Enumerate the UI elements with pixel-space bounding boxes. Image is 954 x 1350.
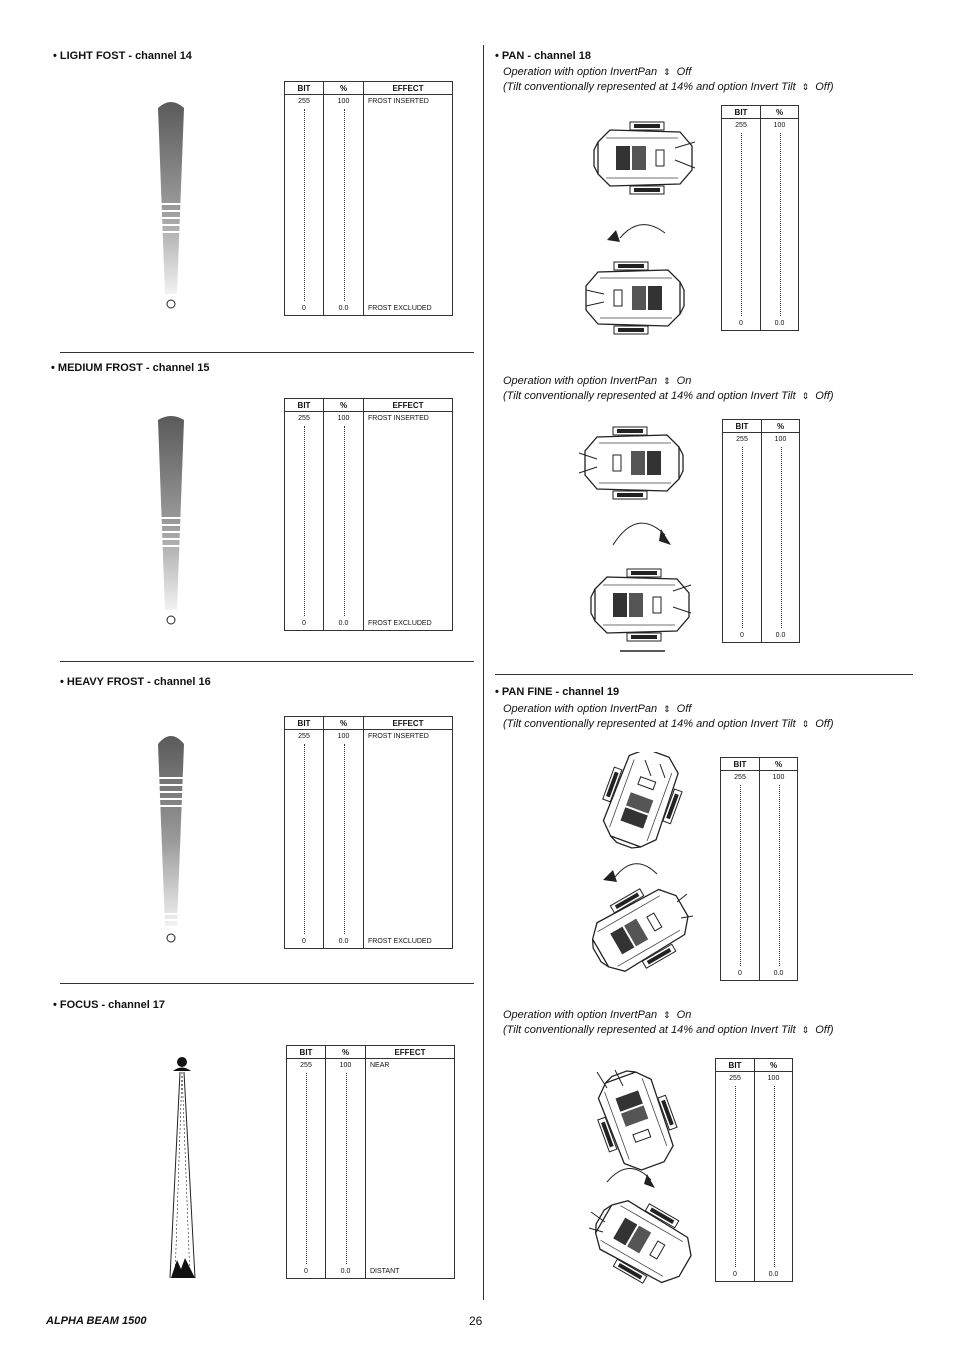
col-percent: %	[324, 399, 364, 412]
pct-max: 100	[339, 1062, 352, 1069]
divider	[60, 661, 474, 662]
pan-fine-dmx-table-2	[715, 1058, 793, 1282]
effect-top: FROST INSERTED	[368, 98, 429, 105]
option-text: Operation with option InvertPan	[503, 1009, 658, 1021]
col-percent: %	[755, 1059, 793, 1072]
section-title-medium-frost: • MEDIUM FROST - channel 15	[51, 362, 210, 374]
bit-min: 0	[304, 1268, 308, 1275]
frost-gradient-bar-icon	[155, 412, 187, 628]
pct-max: 100	[773, 122, 786, 129]
pct-max: 100	[337, 98, 350, 105]
bit-min: 0	[738, 970, 742, 977]
pct-min: 0.0	[340, 1268, 351, 1275]
pct-min: 0.0	[775, 632, 786, 639]
pan-option-1	[503, 65, 834, 95]
col-percent: %	[324, 82, 364, 95]
frost-gradient-bar-icon	[155, 730, 187, 946]
col-effect: EFFECT	[364, 399, 453, 412]
pan-fine-option-1	[503, 702, 834, 732]
section-title-light-frost: • LIGHT FOST - channel 14	[53, 50, 192, 62]
footer-product-name: ALPHA BEAM 1500	[46, 1315, 147, 1327]
page-number: 26	[469, 1314, 483, 1328]
rotation-arrow-icon	[620, 225, 665, 238]
section-title-pan: • PAN - channel 18	[495, 50, 591, 62]
option-text: Operation with option InvertPan	[503, 703, 658, 715]
pct-min: 0.0	[338, 938, 349, 945]
pan-option-2	[503, 374, 834, 404]
moving-head-fixture-icon	[580, 118, 700, 338]
bit-max: 255	[298, 415, 310, 422]
pan-fine-option-2	[503, 1008, 834, 1038]
col-effect: EFFECT	[366, 1046, 455, 1059]
pct-min: 0.0	[768, 1271, 779, 1278]
col-bit: BIT	[723, 420, 762, 433]
bit-max: 255	[298, 733, 310, 740]
col-percent: %	[760, 758, 798, 771]
option-state: On	[676, 375, 692, 387]
bit-max: 255	[734, 774, 746, 781]
pan-fine-dmx-table-1	[720, 757, 798, 981]
option-text: (Tilt conventionally represented at 14% and option Invert Tilt	[503, 81, 796, 93]
updown-arrow-icon: ⇕	[801, 391, 810, 401]
effect-top: FROST INSERTED	[368, 733, 429, 740]
col-bit: BIT	[722, 106, 761, 119]
pct-max: 100	[337, 415, 350, 422]
col-effect: EFFECT	[364, 717, 453, 730]
option-state: Off	[676, 66, 692, 78]
option-state: Off)	[815, 81, 834, 93]
bit-max: 255	[735, 122, 747, 129]
bit-max: 255	[736, 436, 748, 443]
option-text: (Tilt conventionally represented at 14% and option Invert Tilt	[503, 390, 796, 402]
frost-gradient-bar-icon	[155, 96, 187, 312]
option-text: (Tilt conventionally represented at 14% and option Invert Tilt	[503, 1024, 796, 1036]
effect-bottom: DISTANT	[370, 1268, 400, 1275]
rotation-arrow-icon	[613, 523, 665, 545]
updown-arrow-icon: ⇕	[663, 1010, 671, 1020]
bit-max: 255	[729, 1075, 741, 1082]
col-percent: %	[324, 717, 364, 730]
moving-head-fixture-icon	[585, 1062, 705, 1287]
moving-head-fixture-icon	[575, 425, 695, 655]
bit-max: 255	[298, 98, 310, 105]
col-bit: BIT	[285, 399, 324, 412]
updown-arrow-icon: ⇕	[663, 376, 671, 386]
bit-min: 0	[302, 938, 306, 945]
col-bit: BIT	[716, 1059, 755, 1072]
rotation-arrow-icon	[615, 864, 657, 877]
updown-arrow-icon: ⇕	[801, 82, 810, 92]
column-divider	[483, 45, 484, 1300]
section-title-heavy-frost: • HEAVY FROST - channel 16	[60, 676, 211, 688]
divider	[60, 352, 474, 353]
option-state: Off)	[815, 390, 834, 402]
option-state: Off)	[815, 1024, 834, 1036]
updown-arrow-icon: ⇕	[801, 719, 810, 729]
effect-top: FROST INSERTED	[368, 415, 429, 422]
medium-frost-dmx-table	[284, 398, 453, 631]
option-state: On	[676, 1009, 692, 1021]
col-bit: BIT	[285, 717, 324, 730]
pan-dmx-table-1	[721, 105, 799, 331]
pct-min: 0.0	[338, 305, 349, 312]
pct-min: 0.0	[773, 970, 784, 977]
divider	[495, 674, 913, 675]
col-bit: BIT	[285, 82, 324, 95]
updown-arrow-icon: ⇕	[801, 1025, 810, 1035]
bit-max: 255	[300, 1062, 312, 1069]
pct-max: 100	[767, 1075, 780, 1082]
col-percent: %	[762, 420, 800, 433]
pan-dmx-table-2	[722, 419, 800, 643]
option-text: Operation with option InvertPan	[503, 66, 658, 78]
bit-min: 0	[739, 320, 743, 327]
updown-arrow-icon: ⇕	[663, 704, 671, 714]
pct-min: 0.0	[338, 620, 349, 627]
effect-top: NEAR	[370, 1062, 390, 1069]
col-percent: %	[326, 1046, 366, 1059]
effect-bottom: FROST EXCLUDED	[368, 620, 432, 627]
col-percent: %	[761, 106, 799, 119]
section-title-pan-fine: • PAN FINE - channel 19	[495, 686, 620, 698]
pct-min: 0.0	[774, 320, 785, 327]
bit-min: 0	[740, 632, 744, 639]
bit-min: 0	[733, 1271, 737, 1278]
pct-max: 100	[774, 436, 787, 443]
bit-min: 0	[302, 305, 306, 312]
col-effect: EFFECT	[364, 82, 453, 95]
col-bit: BIT	[721, 758, 760, 771]
option-state: Off	[676, 703, 692, 715]
light-frost-dmx-table	[284, 81, 453, 316]
divider	[60, 983, 474, 984]
section-title-focus: • FOCUS - channel 17	[53, 999, 166, 1011]
pct-max: 100	[772, 774, 785, 781]
updown-arrow-icon: ⇕	[663, 67, 671, 77]
effect-bottom: FROST EXCLUDED	[368, 305, 432, 312]
rotation-arrow-icon	[607, 1168, 651, 1182]
focus-beam-icon	[168, 1054, 200, 1284]
bit-min: 0	[302, 620, 306, 627]
option-text: Operation with option InvertPan	[503, 375, 658, 387]
focus-dmx-table	[286, 1045, 455, 1279]
option-text: (Tilt conventionally represented at 14% and option Invert Tilt	[503, 718, 796, 730]
moving-head-fixture-icon	[585, 752, 705, 977]
effect-bottom: FROST EXCLUDED	[368, 938, 432, 945]
col-bit: BIT	[287, 1046, 326, 1059]
heavy-frost-dmx-table	[284, 716, 453, 949]
pct-max: 100	[337, 733, 350, 740]
option-state: Off)	[815, 718, 834, 730]
